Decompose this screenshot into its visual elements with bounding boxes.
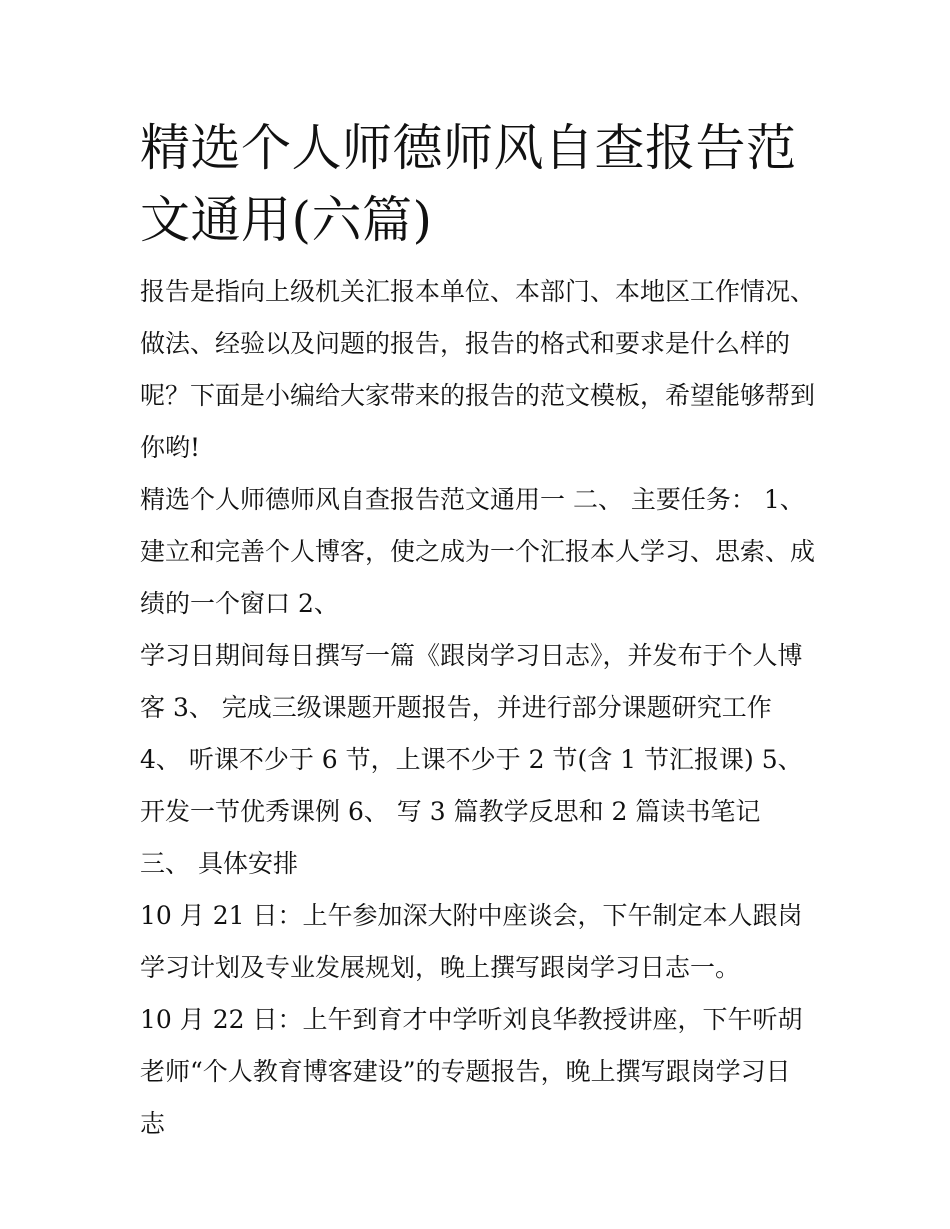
paragraph-tasks: 精选个人师德师风自查报告范文通用一 二、 主要任务： 1、 建立和完善个人博客，使之成为一个汇报本人学习、思索、成绩的一个窗口 2、 bbox=[140, 485, 816, 618]
paragraph-intro: 报告是指向上级机关汇报本单位、本部门、本地区工作情况、做法、经验以及问题的报告，报告的格式和要求是什么样的呢？下面是小编给大家带来的报告的范文模板，希望能够帮到你哟! bbox=[140, 277, 816, 462]
document-body bbox=[140, 112, 815, 1150]
document-title: 精选个人师德师风自查报告范文通用(六篇) bbox=[140, 119, 797, 249]
paragraph-task-list: 学习日期间每日撰写一篇《跟岗学习日志》，并发布于个人博客 3、 完成三级课题开题报告，并进行部分课题研究工作 4、 听课不少于 6 节，上课不少于 2 节(含 1 节汇报课) 5、 开发一节优秀课例 6、 写 3 篇教学反思和 2 篇读书笔记 三、 具体安排 bbox=[140, 641, 803, 878]
paragraph-oct-22: 10 月 22 日：上午到育才中学听刘良华教授讲座，下午听胡老师“个人教育博客建设”的专题报告，晚上撰写跟岗学习日志 bbox=[140, 1005, 803, 1138]
paragraph-oct-21: 10 月 21 日：上午参加深大附中座谈会，下午制定本人跟岗学习计划及专业发展规划，晚上撰写跟岗学习日志一。 bbox=[140, 901, 803, 982]
